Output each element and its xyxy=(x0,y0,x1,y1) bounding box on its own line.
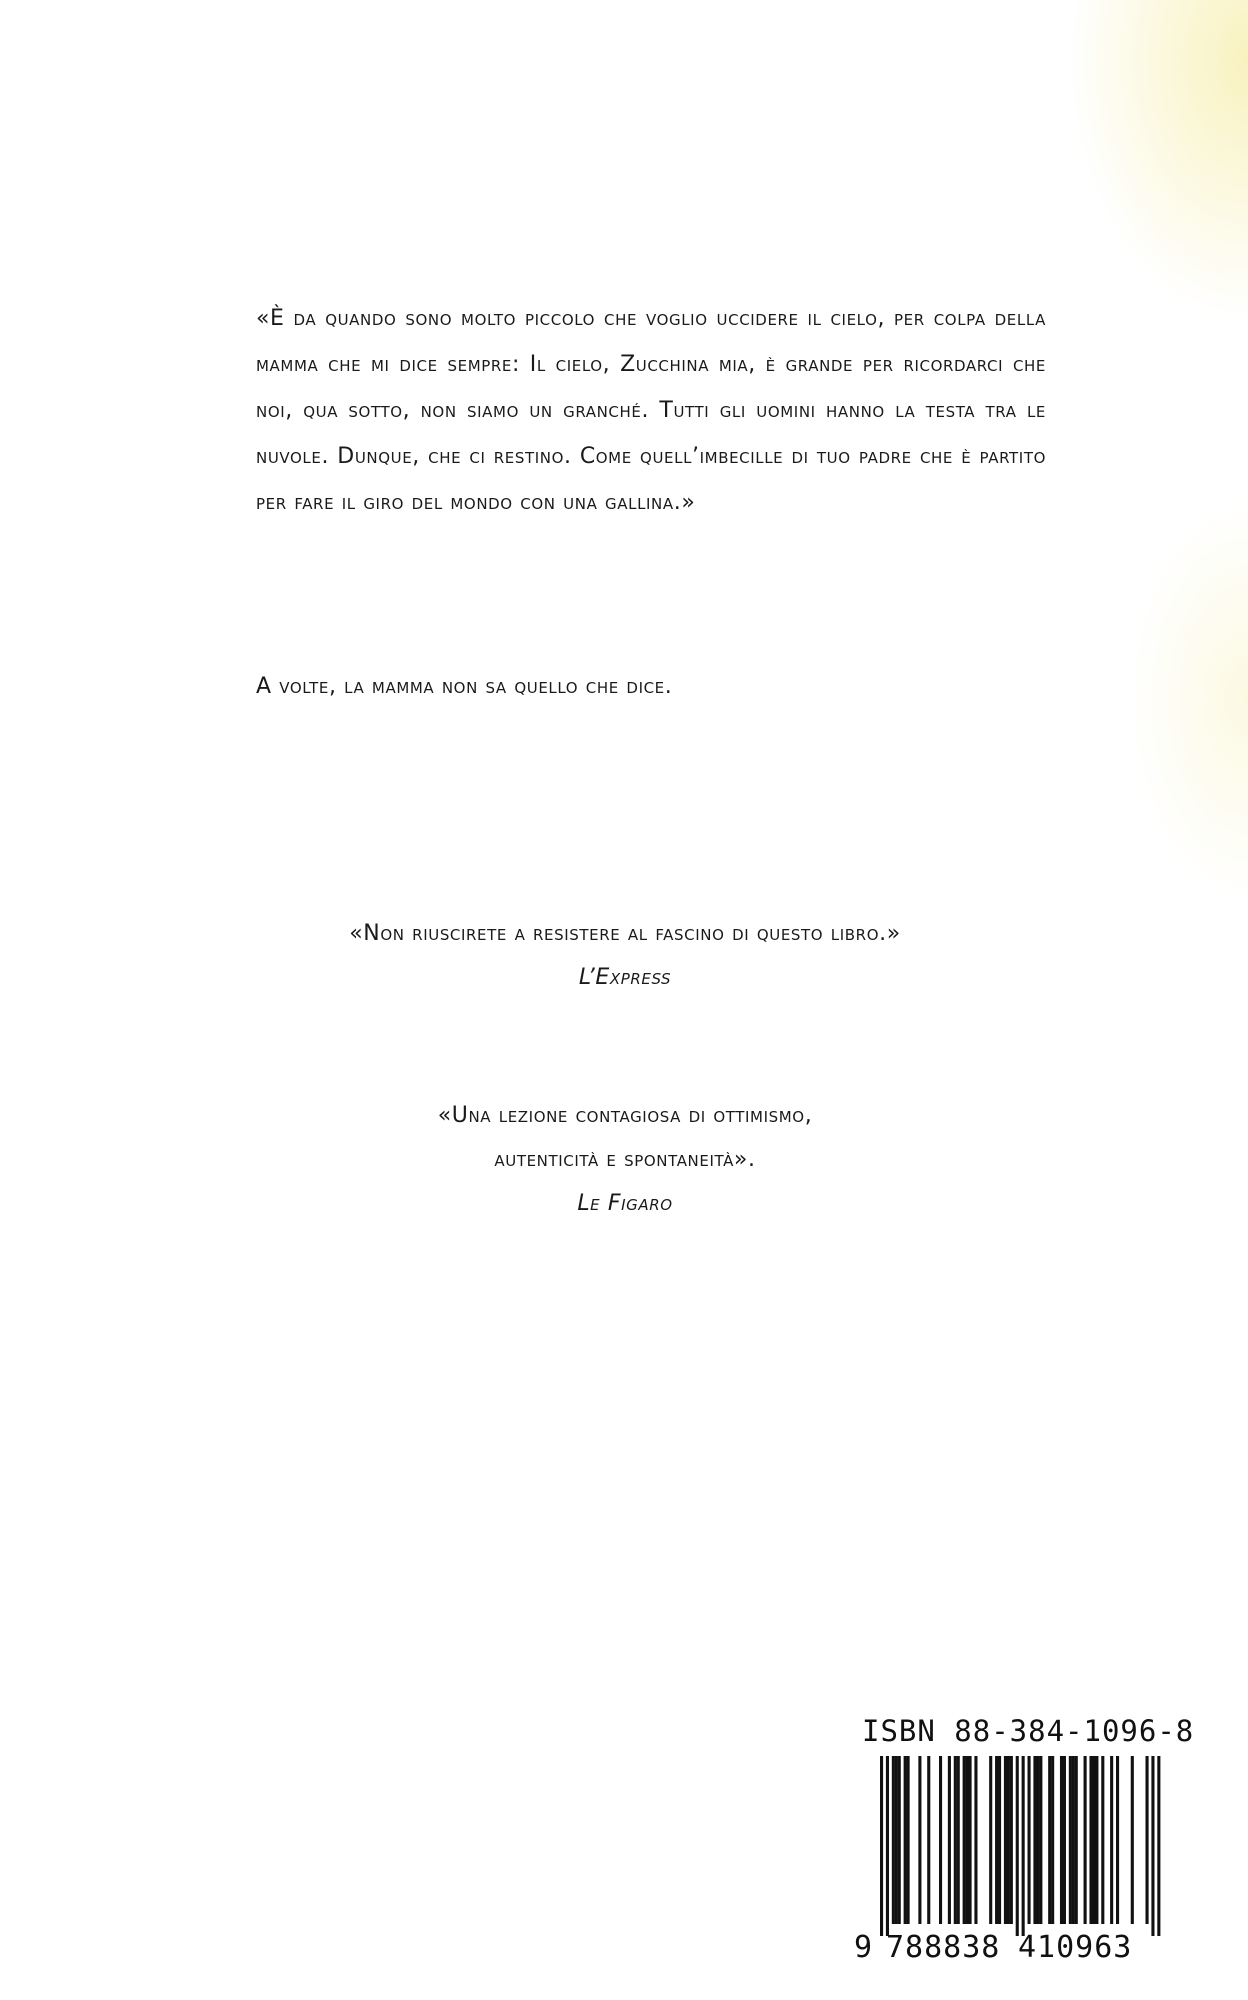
barcode-bar xyxy=(998,1756,1001,1924)
barcode-bar xyxy=(1131,1756,1134,1924)
barcode-bar xyxy=(1084,1756,1087,1924)
barcode-bar xyxy=(880,1756,883,1936)
barcode-bar xyxy=(1016,1756,1019,1936)
barcode-bar xyxy=(1075,1756,1078,1924)
barcode-bar xyxy=(1036,1756,1039,1924)
barcode-bar xyxy=(895,1756,898,1924)
barcode-bar xyxy=(1048,1756,1051,1924)
barcode-bar xyxy=(954,1756,957,1924)
barcode-bar xyxy=(1007,1756,1010,1924)
barcode-bar xyxy=(918,1756,921,1924)
barcode-bar xyxy=(1069,1756,1072,1924)
barcode-bar xyxy=(963,1756,966,1924)
barcode-digits-left: 788838 xyxy=(886,1930,1001,1965)
barcode-bar xyxy=(886,1756,889,1936)
isbn-label: ISBN 88-384-1096-8 xyxy=(862,1714,1195,1748)
review-quote-le-figaro xyxy=(200,1094,1050,1226)
barcode-bar xyxy=(1039,1756,1042,1924)
barcode-bar xyxy=(898,1756,901,1924)
excerpt-paragraph: «È da quando sono molto piccolo che voglio uccidere il cielo, per colpa della mamma che mi dice sempre: Il cielo, Zucchina mia, è grande per ricordarci che noi, qua sotto, non siamo un granché. Tutti gli uomini hanno la testa tra le nuvole. Dunque, che ci restino. Come quell’imbecille di tuo padre che è partito per fare il giro del mondo con una gallina.» xyxy=(256,306,1046,515)
quote-source: Le Figaro xyxy=(577,1191,673,1216)
barcode-digits-right: 410963 xyxy=(1018,1930,1133,1965)
barcode-bar xyxy=(948,1756,951,1924)
barcode-bar xyxy=(1089,1756,1092,1924)
barcode-bar xyxy=(995,1756,998,1924)
barcode-bar xyxy=(892,1756,895,1924)
quote-text: autenticità e spontaneità». xyxy=(494,1147,756,1172)
barcode-bar xyxy=(1110,1756,1113,1924)
barcode-bar xyxy=(1010,1756,1013,1924)
barcode-bar xyxy=(1004,1756,1007,1924)
barcode-bar xyxy=(1101,1756,1104,1924)
excerpt-closing-line: A volte, la mamma non sa quello che dice. xyxy=(256,674,673,699)
barcode-bar xyxy=(1095,1756,1098,1924)
barcode-bar xyxy=(904,1756,907,1924)
barcode-bar xyxy=(957,1756,960,1924)
barcode-bar xyxy=(927,1756,930,1924)
barcode-bar xyxy=(1033,1756,1036,1924)
barcode-bar xyxy=(966,1756,969,1924)
barcode-bar xyxy=(1157,1756,1160,1936)
barcode-bar xyxy=(974,1756,977,1924)
barcode-bar xyxy=(1146,1756,1149,1924)
barcode-bar xyxy=(989,1756,992,1924)
quote-text: «Non riuscirete a resistere al fascino di questo libro.» xyxy=(349,921,901,946)
barcode-bar xyxy=(1063,1756,1066,1924)
barcode-bar xyxy=(1151,1756,1154,1936)
quote-text: «Una lezione contagiosa di ottimismo, xyxy=(437,1103,813,1128)
barcode-bar xyxy=(969,1756,972,1924)
barcode-bar xyxy=(939,1756,942,1924)
ean-barcode xyxy=(848,1752,1168,1972)
barcode-bar xyxy=(1072,1756,1075,1924)
barcode-bars xyxy=(880,1756,1160,1936)
barcode-bar xyxy=(1022,1756,1025,1936)
barcode-bar xyxy=(907,1756,910,1924)
review-quote-lexpress xyxy=(200,912,1050,1000)
barcode-bar xyxy=(1092,1756,1095,1924)
barcode-bar xyxy=(1028,1756,1031,1924)
quote-source: L’Express xyxy=(578,965,672,990)
barcode-bar xyxy=(1116,1756,1119,1924)
barcode-bar xyxy=(1051,1756,1054,1924)
barcode-digit-first: 9 xyxy=(854,1930,873,1965)
barcode-bar xyxy=(1060,1756,1063,1924)
